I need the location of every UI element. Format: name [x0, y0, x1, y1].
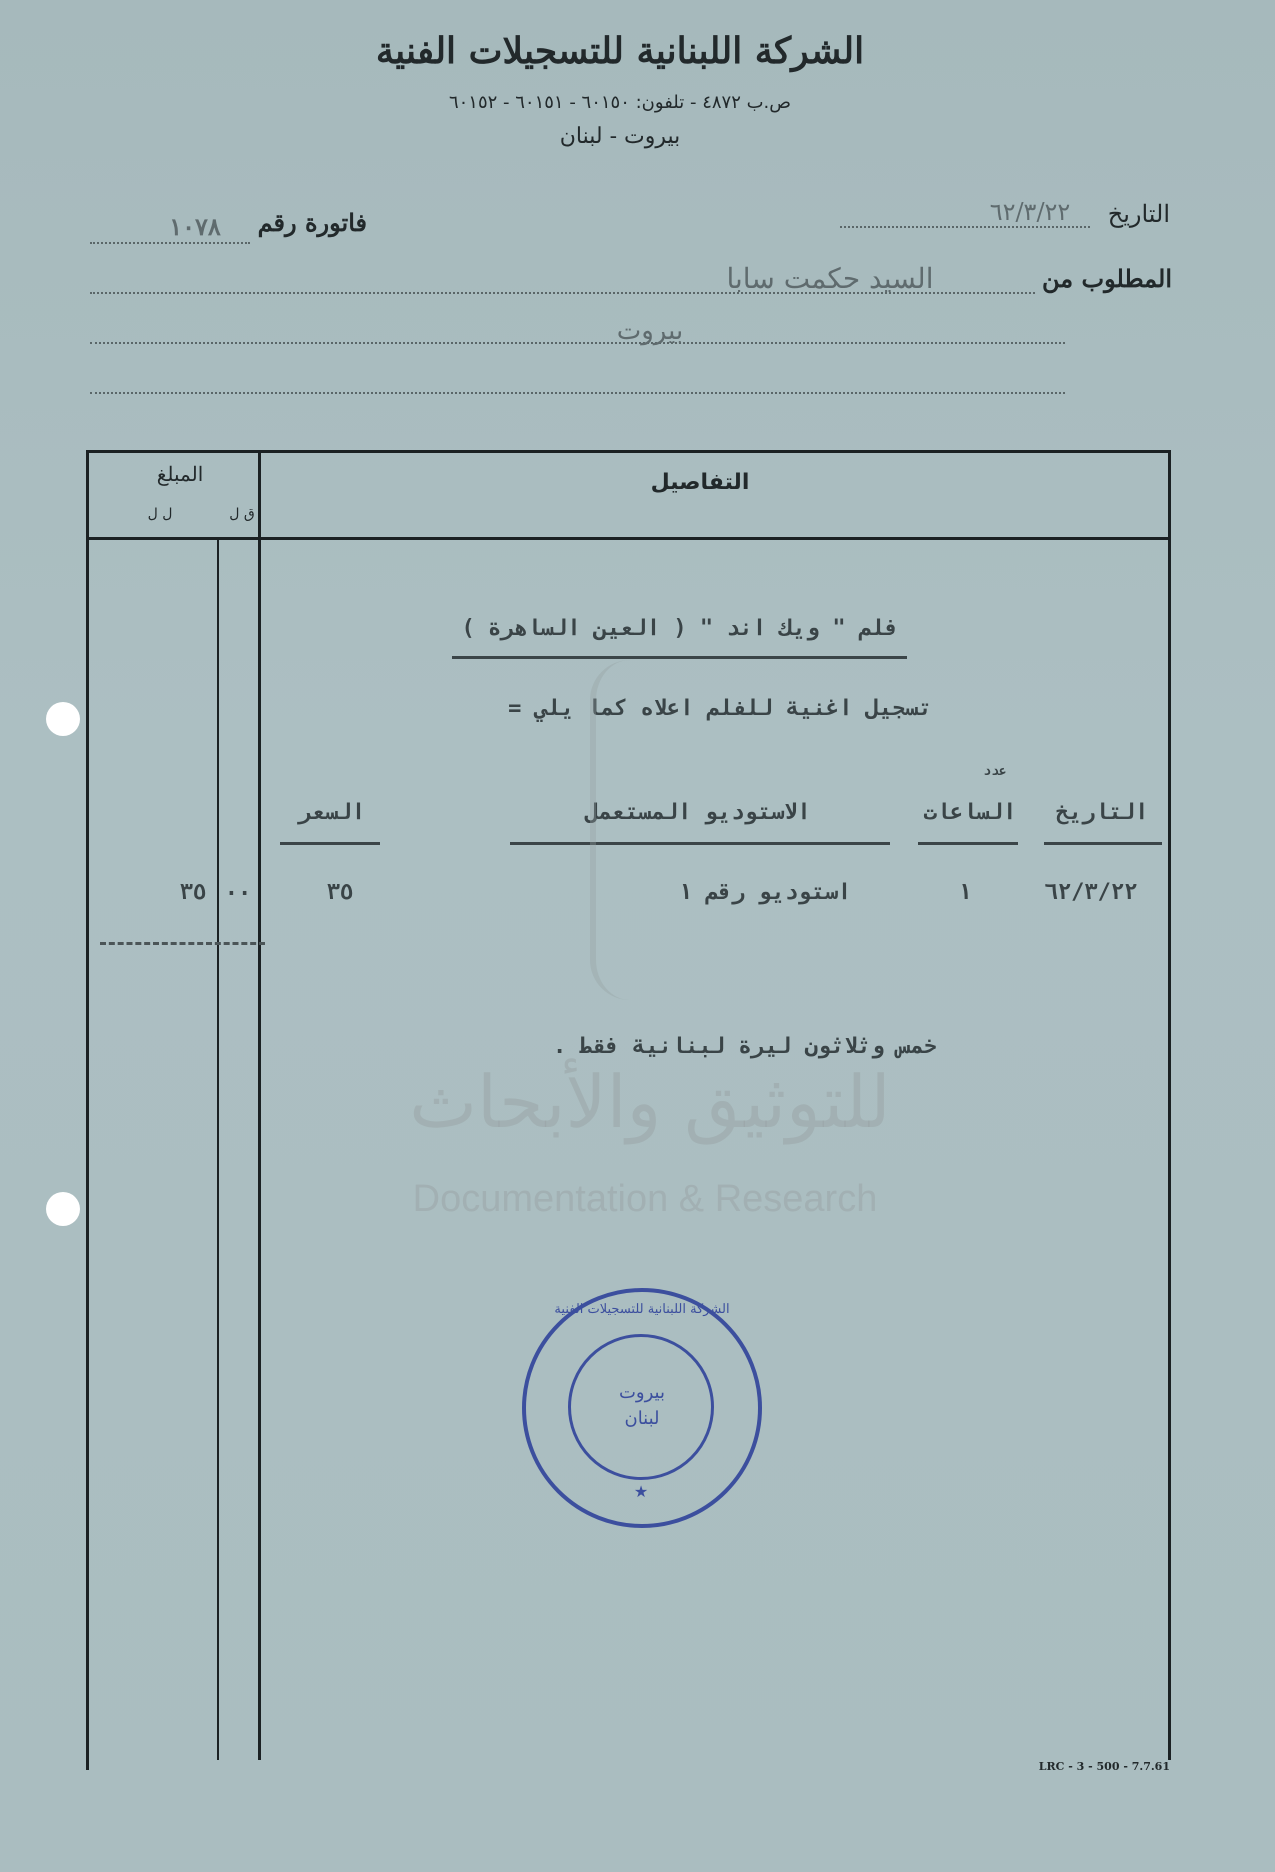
row-studio: استوديو رقم ١ — [678, 880, 852, 905]
row-amount-pounds: ٣٥ — [179, 880, 207, 905]
details-header: التفاصيل — [650, 470, 750, 495]
company-stamp — [522, 1288, 762, 1528]
watermark-arabic: للتوثيق والأبحاث — [409, 1060, 891, 1144]
stamp-inner-ring — [568, 1334, 714, 1480]
company-name: الشركة اللبنانية للتسجيلات الفنية — [375, 30, 865, 72]
table-left-border — [86, 450, 89, 1770]
stamp-star-icon: ★ — [633, 1482, 649, 1501]
row-hours: ١ — [958, 880, 972, 905]
date-line — [840, 226, 1090, 228]
amount-subdivider — [217, 540, 219, 1760]
total-in-words: خمس وثلاثون ليرة لبنانية فقط . — [552, 1034, 938, 1059]
row-amount-piastres: ٠٠ — [224, 880, 252, 905]
stamp-outer-text: الشركة اللبنانية للتسجيلات الفنية — [554, 1302, 730, 1317]
company-contact: ص.ب ٤٨٧٢ - تلفون: ٦٠١٥٠ - ٦٠١٥١ - ٦٠١٥٢ — [448, 92, 792, 113]
col-studio-underline — [510, 842, 890, 845]
date-value: ٦٢/٣/٢٢ — [989, 198, 1071, 226]
col-hours-underline — [918, 842, 1018, 845]
invoice-number: ١٠٧٨ — [169, 212, 221, 241]
table-right-border — [1168, 450, 1171, 1760]
pounds-label: ل ل — [147, 506, 173, 522]
table-header-bottom-border — [88, 537, 1170, 540]
stamp-inner-line1: بيروت — [618, 1382, 665, 1403]
film-title: فلم " ويك اند " ( العين الساهرة ) — [461, 616, 899, 641]
billed-to-label: المطلوب من — [1042, 264, 1172, 293]
row-date: ٦٢/٣/٢٢ — [1044, 880, 1138, 905]
invoice-line — [90, 242, 250, 244]
footer-code: LRC - 3 - 500 - 7.7.61 — [1038, 1760, 1170, 1773]
col-hours: الساعات — [923, 800, 1017, 825]
invoice-label: فاتورة رقم — [257, 208, 367, 237]
col-price: السعر — [298, 800, 366, 825]
row-price: ٣٥ — [326, 880, 354, 905]
film-title-underline — [452, 656, 907, 659]
company-city: بيروت - لبنان — [559, 124, 681, 149]
punch-hole-top — [46, 702, 80, 736]
billed-to-name: السيد حكمت سابا — [726, 262, 934, 295]
stamp-inner-line2: لبنان — [624, 1408, 660, 1429]
col-date: التاريخ — [1055, 800, 1149, 825]
piastres-label: ق ل — [229, 506, 255, 522]
amount-details-divider — [258, 450, 261, 1760]
address-line-2 — [90, 392, 1065, 394]
watermark-english: Documentation & Research — [412, 1178, 878, 1220]
date-label: التاريخ — [1107, 200, 1170, 228]
amount-header: المبلغ — [156, 462, 204, 486]
col-date-underline — [1044, 842, 1162, 845]
col-hours-top: عدد — [983, 764, 1007, 779]
billed-to-city: بيروت — [616, 316, 684, 346]
col-studio: الاستوديو المستعمل — [585, 800, 811, 825]
total-separator — [100, 942, 265, 945]
punch-hole-bottom — [46, 1192, 80, 1226]
description: تسجيل اغنية للفلم اعلاه كما يلي = — [508, 696, 932, 721]
watermark-figure-icon — [590, 660, 676, 1000]
col-price-underline — [280, 842, 380, 845]
table-top-border — [88, 450, 1170, 453]
